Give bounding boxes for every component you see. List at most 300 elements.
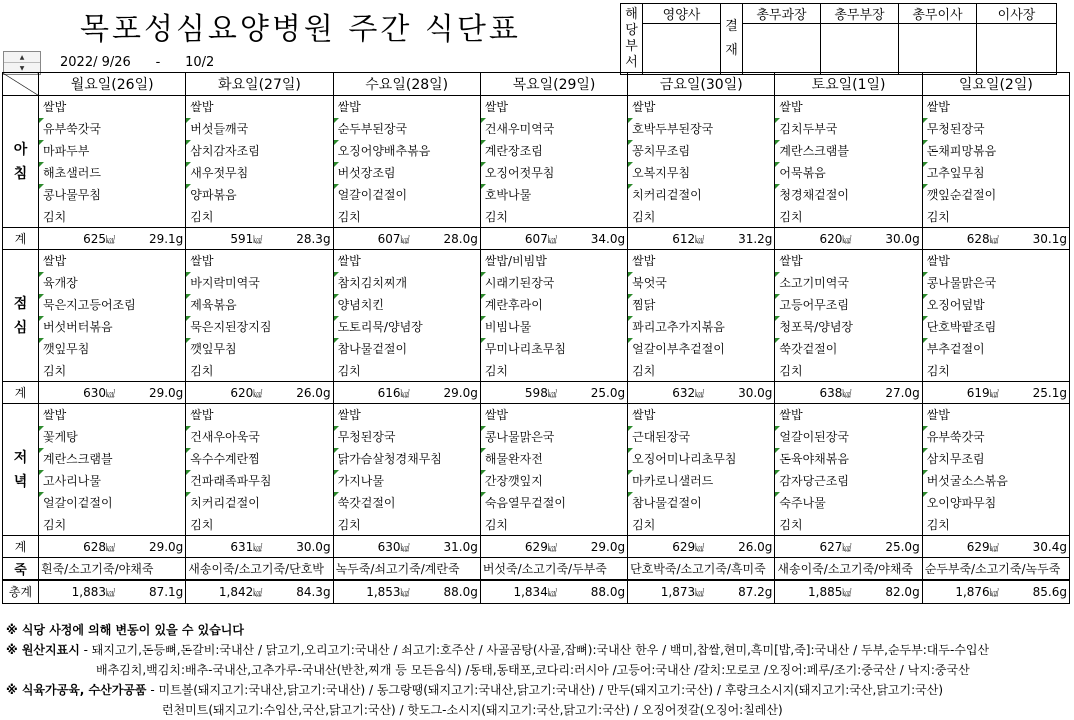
protein-value: 25.0g bbox=[885, 539, 920, 554]
kcal-unit: ㎉ bbox=[695, 389, 705, 400]
dish-cell[interactable]: 쌀밥 bbox=[922, 250, 1069, 272]
protein-value: 26.0g bbox=[738, 539, 773, 554]
processed-line-1 bbox=[6, 680, 989, 700]
dish-cell[interactable]: 오징어미나리초무침 bbox=[628, 448, 775, 470]
grand-total-label: 총계 bbox=[3, 580, 39, 604]
kcal-value bbox=[336, 585, 410, 599]
dish-cell[interactable]: 옥수수계란찜 bbox=[186, 448, 333, 470]
dish-cell[interactable]: 마카로니샐러드 bbox=[628, 470, 775, 492]
dish-cell[interactable]: 오징어젓무침 bbox=[480, 162, 627, 184]
lunch-label bbox=[3, 250, 39, 382]
kcal-number: 620 bbox=[230, 385, 254, 400]
kcal-unit: ㎉ bbox=[547, 235, 557, 246]
dish-cell[interactable]: 얼갈이부추겉절이 bbox=[628, 338, 775, 360]
dish-cell[interactable]: 쌀밥 bbox=[775, 250, 922, 272]
meal-label-char: 점 bbox=[13, 295, 28, 312]
dinner-row bbox=[3, 426, 1070, 448]
approval-box bbox=[620, 3, 1057, 75]
dish-cell[interactable]: 쑥갓겉절이 bbox=[775, 338, 922, 360]
dish-cell[interactable]: 참나물겉절이 bbox=[333, 338, 480, 360]
nutrition-total bbox=[39, 382, 186, 404]
dish-cell[interactable]: 버섯장조림 bbox=[333, 162, 480, 184]
dish-cell[interactable]: 김치 bbox=[922, 206, 1069, 228]
protein-value: 31.2g bbox=[738, 231, 773, 246]
lunch-row bbox=[3, 272, 1070, 294]
date-to: 10/2 bbox=[185, 55, 215, 70]
dish-cell[interactable]: 꽃게탕 bbox=[39, 426, 186, 448]
dish-cell[interactable]: 김치 bbox=[186, 206, 333, 228]
processed-text-1: - 미트볼(돼지고기:국내산,닭고기:국내산) / 동그랑땡(돼지고기:국내산,닭고기:국내산) / 만두(돼지고기:국산) / 후랑크소시지(돼지고기:국산,닭고기:국산) bbox=[146, 683, 944, 697]
kcal-number: 629 bbox=[524, 539, 548, 554]
dish-cell[interactable]: 비빔나물 bbox=[480, 316, 627, 338]
dish-cell[interactable]: 단호박팥조림 bbox=[922, 316, 1069, 338]
kcal-number: 630 bbox=[83, 385, 106, 400]
kcal-unit: ㎉ bbox=[989, 588, 999, 599]
nutrition-total bbox=[333, 536, 480, 558]
lunch-row bbox=[3, 250, 1070, 272]
date-range bbox=[60, 55, 214, 70]
dish-cell[interactable]: 콩나물맑은국 bbox=[922, 272, 1069, 294]
dish-cell[interactable]: 김치 bbox=[775, 206, 922, 228]
dish-cell[interactable]: 숙음열무겉절이 bbox=[480, 492, 627, 514]
dish-cell[interactable]: 쌀밥 bbox=[775, 96, 922, 118]
dish-cell[interactable]: 부추겉절이 bbox=[922, 338, 1069, 360]
dish-cell[interactable]: 얼갈이겉절이 bbox=[333, 184, 480, 206]
dish-cell[interactable]: 무청된장국 bbox=[922, 118, 1069, 140]
kcal-number: 1,842 bbox=[218, 584, 254, 599]
kcal-unit: ㎉ bbox=[253, 588, 263, 599]
total-label: 계 bbox=[3, 382, 39, 404]
dish-cell[interactable]: 깻잎무침 bbox=[39, 338, 186, 360]
kcal-unit: ㎉ bbox=[105, 389, 115, 400]
role-general-director: 총무부장 bbox=[821, 4, 899, 24]
role-general-executive: 총무이사 bbox=[899, 4, 977, 24]
signature-cell[interactable] bbox=[899, 24, 977, 75]
kcal-unit: ㎉ bbox=[400, 543, 410, 554]
nutrition-total bbox=[628, 536, 775, 558]
kcal-number: 607 bbox=[524, 231, 548, 246]
breakfast-label bbox=[3, 96, 39, 228]
protein-value: 87.2g bbox=[738, 584, 773, 599]
dish-cell[interactable]: 김치 bbox=[775, 514, 922, 536]
dish-cell[interactable]: 버섯들깨국 bbox=[186, 118, 333, 140]
dish-cell[interactable]: 참치김치찌개 bbox=[333, 272, 480, 294]
dish-cell[interactable]: 쌀밥 bbox=[186, 96, 333, 118]
spin-up-icon[interactable]: ▲ bbox=[4, 52, 40, 63]
dish-cell[interactable]: 소고기미역국 bbox=[775, 272, 922, 294]
dish-cell[interactable]: 유부쑥갓국 bbox=[39, 118, 186, 140]
spin-down-icon[interactable]: ▼ bbox=[19, 65, 25, 72]
signature-cell[interactable] bbox=[821, 24, 899, 75]
kcal-number: 620 bbox=[819, 231, 843, 246]
dish-cell[interactable]: 바지락미역국 bbox=[186, 272, 333, 294]
dish-cell[interactable]: 도토리묵/양념장 bbox=[333, 316, 480, 338]
kcal-unit: ㎉ bbox=[842, 235, 852, 246]
kcal-number: 628 bbox=[966, 231, 990, 246]
dish-cell[interactable]: 쌀밥 bbox=[480, 404, 627, 426]
dish-cell[interactable]: 쌀밥 bbox=[186, 404, 333, 426]
dish-cell[interactable]: 고등어무조림 bbox=[775, 294, 922, 316]
kcal-number: 591 bbox=[230, 231, 254, 246]
dish-cell[interactable]: 쑥갓겉절이 bbox=[333, 492, 480, 514]
kcal-number: 629 bbox=[966, 539, 990, 554]
kcal-value bbox=[41, 585, 115, 599]
protein-value: 87.1g bbox=[148, 584, 184, 599]
dish-cell[interactable]: 김치 bbox=[922, 360, 1069, 382]
page-title: 목포성심요양병원 주간 식단표 bbox=[80, 12, 521, 47]
kcal-value bbox=[777, 585, 851, 599]
dish-cell[interactable]: 김치 bbox=[775, 360, 922, 382]
nutrition-total bbox=[628, 228, 775, 250]
dish-cell[interactable]: 계란스크램블 bbox=[39, 448, 186, 470]
dish-cell[interactable]: 오징어덮밥 bbox=[922, 294, 1069, 316]
signature-cell[interactable] bbox=[643, 24, 721, 75]
dinner-total-row bbox=[3, 536, 1070, 558]
dish-cell[interactable]: 콩나물무침 bbox=[39, 184, 186, 206]
dish-cell[interactable]: 쌀밥 bbox=[922, 96, 1069, 118]
approval-header: 결 재 bbox=[721, 4, 743, 75]
kcal-value bbox=[483, 386, 557, 400]
nutrition-total bbox=[480, 382, 627, 404]
dish-cell[interactable]: 김치 bbox=[922, 514, 1069, 536]
nutrition-total bbox=[186, 228, 333, 250]
dish-cell[interactable]: 김치 bbox=[186, 360, 333, 382]
dish-cell[interactable]: 김치 bbox=[333, 206, 480, 228]
dish-cell[interactable]: 쌀밥 bbox=[628, 96, 775, 118]
dish-cell[interactable]: 삼치무조림 bbox=[922, 448, 1069, 470]
kcal-unit: ㎉ bbox=[253, 235, 263, 246]
dish-cell[interactable]: 가지나물 bbox=[333, 470, 480, 492]
kcal-unit: ㎉ bbox=[989, 235, 999, 246]
porridge-cell[interactable]: 녹두죽/쇠고기죽/계란죽 bbox=[333, 558, 480, 580]
kcal-unit: ㎉ bbox=[989, 543, 999, 554]
dish-cell[interactable]: 김치 bbox=[39, 514, 186, 536]
meal-label-char: 아 bbox=[13, 141, 28, 158]
kcal-number: 598 bbox=[524, 385, 548, 400]
dish-cell[interactable]: 치커리겉절이 bbox=[186, 492, 333, 514]
breakfast-row bbox=[3, 96, 1070, 118]
protein-value: 30.0g bbox=[296, 539, 331, 554]
dish-cell[interactable]: 버섯굴소스볶음 bbox=[922, 470, 1069, 492]
grand-total-cell bbox=[480, 580, 627, 604]
dish-cell[interactable]: 쌀밥 bbox=[333, 250, 480, 272]
dish-cell[interactable]: 청포묵/양념장 bbox=[775, 316, 922, 338]
dish-cell[interactable]: 김치 bbox=[39, 206, 186, 228]
protein-value: 88.0g bbox=[590, 584, 626, 599]
dish-cell[interactable]: 김치 bbox=[480, 206, 627, 228]
total-label: 계 bbox=[3, 228, 39, 250]
dish-cell[interactable]: 돈채피망볶음 bbox=[922, 140, 1069, 162]
dish-cell[interactable]: 쌀밥 bbox=[186, 250, 333, 272]
protein-value: 31.0g bbox=[443, 539, 478, 554]
dish-cell[interactable]: 쌀밥 bbox=[39, 250, 186, 272]
dish-cell[interactable]: 김치 bbox=[333, 360, 480, 382]
nutrition-total bbox=[39, 536, 186, 558]
kcal-unit: ㎉ bbox=[253, 389, 263, 400]
kcal-number: 628 bbox=[83, 539, 106, 554]
day-header: 금요일(30일) bbox=[628, 73, 775, 96]
kcal-unit: ㎉ bbox=[400, 389, 410, 400]
dish-cell[interactable]: 김치 bbox=[628, 360, 775, 382]
dish-cell[interactable]: 북엇국 bbox=[628, 272, 775, 294]
dish-cell[interactable]: 쌀밥 bbox=[333, 96, 480, 118]
kcal-unit: ㎉ bbox=[842, 389, 852, 400]
dish-cell[interactable]: 얼갈이겉절이 bbox=[39, 492, 186, 514]
kcal-unit: ㎉ bbox=[547, 543, 557, 554]
dish-cell[interactable]: 김치 bbox=[186, 514, 333, 536]
dish-cell[interactable]: 감자당근조림 bbox=[775, 470, 922, 492]
nutrition-total bbox=[333, 228, 480, 250]
grand-total-cell bbox=[39, 580, 186, 604]
kcal-number: 612 bbox=[672, 231, 696, 246]
dish-cell[interactable]: 숙주나물 bbox=[775, 492, 922, 514]
dish-cell[interactable]: 닭가슴살청경채무침 bbox=[333, 448, 480, 470]
lunch-row bbox=[3, 316, 1070, 338]
dinner-row bbox=[3, 470, 1070, 492]
lunch-row bbox=[3, 338, 1070, 360]
kcal-number: 630 bbox=[377, 539, 401, 554]
porridge-label: 죽 bbox=[3, 558, 39, 580]
dish-cell[interactable]: 무미나리초무침 bbox=[480, 338, 627, 360]
protein-value: 28.0g bbox=[443, 231, 478, 246]
dish-cell[interactable]: 김치 bbox=[628, 514, 775, 536]
kcal-value bbox=[630, 232, 704, 246]
dish-cell[interactable]: 시래기된장국 bbox=[480, 272, 627, 294]
dish-cell[interactable]: 묵은지고등어조림 bbox=[39, 294, 186, 316]
kcal-value bbox=[41, 540, 115, 554]
kcal-unit: ㎉ bbox=[842, 588, 852, 599]
nutrition-total bbox=[775, 382, 922, 404]
kcal-value bbox=[925, 232, 999, 246]
kcal-value bbox=[630, 386, 704, 400]
kcal-value bbox=[483, 540, 557, 554]
dish-cell[interactable]: 쌀밥 bbox=[480, 96, 627, 118]
dish-cell[interactable]: 어묵볶음 bbox=[775, 162, 922, 184]
dish-cell[interactable]: 꽈리고추가지볶음 bbox=[628, 316, 775, 338]
porridge-cell[interactable]: 새송이죽/소고기죽/야채죽 bbox=[775, 558, 922, 580]
nutrition-total bbox=[333, 382, 480, 404]
nutrition-total bbox=[186, 536, 333, 558]
kcal-number: 638 bbox=[819, 385, 843, 400]
protein-value: 29.0g bbox=[148, 385, 184, 400]
dish-cell[interactable]: 쌀밥 bbox=[333, 404, 480, 426]
dish-cell[interactable]: 간장깻잎지 bbox=[480, 470, 627, 492]
day-header: 일요일(2일) bbox=[922, 73, 1069, 96]
dish-cell[interactable]: 호박두부된장국 bbox=[628, 118, 775, 140]
kcal-unit: ㎉ bbox=[400, 235, 410, 246]
porridge-cell[interactable]: 단호박죽/소고기죽/흑미죽 bbox=[628, 558, 775, 580]
dish-cell[interactable]: 계란장조림 bbox=[480, 140, 627, 162]
dish-cell[interactable]: 건새우미역국 bbox=[480, 118, 627, 140]
dish-cell[interactable]: 깻잎무침 bbox=[186, 338, 333, 360]
kcal-number: 616 bbox=[377, 385, 401, 400]
origin-text-2: 배추김치,백김치:배추-국내산,고추가루-국내산(반찬,찌개 등 모든음식) /동태,동태포,코다리:러시아 /고등어:국내산 /갈치:모로코 /오징어:페루/조기:중국산 / 낙지:중국산 bbox=[96, 663, 970, 677]
kcal-unit: ㎉ bbox=[400, 588, 410, 599]
kcal-value bbox=[630, 585, 704, 599]
dish-cell[interactable]: 쌀밥 bbox=[922, 404, 1069, 426]
kcal-value bbox=[483, 232, 557, 246]
day-header: 화요일(27일) bbox=[186, 73, 333, 96]
dish-cell[interactable]: 쌀밥 bbox=[628, 404, 775, 426]
dish-cell[interactable]: 삼치감자조림 bbox=[186, 140, 333, 162]
kcal-unit: ㎉ bbox=[105, 588, 115, 599]
dish-cell[interactable]: 오징어양배추볶음 bbox=[333, 140, 480, 162]
dish-cell[interactable]: 유부쑥갓국 bbox=[922, 426, 1069, 448]
dish-cell[interactable]: 양파볶음 bbox=[186, 184, 333, 206]
dish-cell[interactable]: 무청된장국 bbox=[333, 426, 480, 448]
dept-header: 해 당 부 서 bbox=[621, 4, 643, 75]
dish-cell[interactable]: 쌀밥 bbox=[39, 96, 186, 118]
nutrition-total bbox=[480, 536, 627, 558]
dish-cell[interactable]: 쌀밥 bbox=[775, 404, 922, 426]
dish-cell[interactable]: 김치 bbox=[480, 514, 627, 536]
porridge-cell[interactable]: 새송이죽/소고기죽/단호박 bbox=[186, 558, 333, 580]
dinner-row bbox=[3, 404, 1070, 426]
dish-cell[interactable]: 깻잎순겉절이 bbox=[922, 184, 1069, 206]
kcal-value bbox=[336, 232, 410, 246]
dish-cell[interactable]: 돈육야채볶음 bbox=[775, 448, 922, 470]
kcal-value bbox=[41, 386, 115, 400]
signature-cell[interactable] bbox=[743, 24, 821, 75]
date-from: 2022/ 9/26 bbox=[60, 55, 131, 70]
dish-cell[interactable]: 계란스크램블 bbox=[775, 140, 922, 162]
dish-cell[interactable]: 김치 bbox=[628, 206, 775, 228]
protein-value: 82.0g bbox=[885, 584, 920, 599]
dish-cell[interactable]: 콩나물맑은국 bbox=[480, 426, 627, 448]
meal-label-char: 침 bbox=[13, 165, 28, 182]
day-header: 목요일(29일) bbox=[480, 73, 627, 96]
dish-cell[interactable]: 청경채겉절이 bbox=[775, 184, 922, 206]
dish-cell[interactable]: 김치 bbox=[480, 360, 627, 382]
dish-cell[interactable]: 해물완자전 bbox=[480, 448, 627, 470]
kcal-number: 1,885 bbox=[808, 584, 843, 599]
dish-cell[interactable]: 쌀밥 bbox=[39, 404, 186, 426]
dish-cell[interactable]: 치커리겉절이 bbox=[628, 184, 775, 206]
nutrition-total bbox=[186, 382, 333, 404]
grand-total-cell bbox=[628, 580, 775, 604]
signature-cell[interactable] bbox=[977, 24, 1057, 75]
dish-cell[interactable]: 마파두부 bbox=[39, 140, 186, 162]
kcal-value bbox=[41, 232, 115, 246]
weekly-menu-table bbox=[2, 72, 1070, 604]
kcal-number: 629 bbox=[672, 539, 696, 554]
processed-text-2: 런천미트(돼지고기:수입산,국산,닭고기:국산) / 핫도그-소시지(돼지고기:국산,닭고기:국산) / 오징어젓갈(오징어:칠레산) bbox=[162, 703, 783, 717]
meal-label-char: 녁 bbox=[13, 473, 28, 490]
porridge-cell[interactable]: 버섯죽/소고기죽/두부죽 bbox=[480, 558, 627, 580]
nutrition-total bbox=[922, 536, 1069, 558]
dish-cell[interactable]: 오이양파무침 bbox=[922, 492, 1069, 514]
dish-cell[interactable]: 순두부된장국 bbox=[333, 118, 480, 140]
dish-cell[interactable]: 김치 bbox=[39, 360, 186, 382]
protein-value: 85.6g bbox=[1032, 584, 1067, 599]
dish-cell[interactable]: 근대된장국 bbox=[628, 426, 775, 448]
kcal-unit: ㎉ bbox=[105, 543, 115, 554]
dish-cell[interactable]: 묵은지된장지짐 bbox=[186, 316, 333, 338]
protein-value: 29.0g bbox=[443, 385, 478, 400]
dish-cell[interactable]: 고추잎무침 bbox=[922, 162, 1069, 184]
nutrition-total bbox=[628, 382, 775, 404]
nutrition-total bbox=[480, 228, 627, 250]
lunch-row bbox=[3, 294, 1070, 316]
protein-value: 28.3g bbox=[296, 231, 331, 246]
dish-cell[interactable]: 꽁치무조림 bbox=[628, 140, 775, 162]
dish-cell[interactable]: 양념치킨 bbox=[333, 294, 480, 316]
kcal-unit: ㎉ bbox=[989, 389, 999, 400]
kcal-value bbox=[925, 386, 999, 400]
dish-cell[interactable]: 호박나물 bbox=[480, 184, 627, 206]
total-label: 계 bbox=[3, 536, 39, 558]
kcal-unit: ㎉ bbox=[547, 389, 557, 400]
dinner-row bbox=[3, 514, 1070, 536]
dish-cell[interactable]: 김치두부국 bbox=[775, 118, 922, 140]
kcal-unit: ㎉ bbox=[105, 235, 115, 246]
role-dietitian: 영양사 bbox=[643, 4, 721, 24]
protein-value: 84.3g bbox=[296, 584, 331, 599]
protein-value: 29.1g bbox=[148, 231, 184, 246]
kcal-unit: ㎉ bbox=[695, 235, 705, 246]
dish-cell[interactable]: 계란후라이 bbox=[480, 294, 627, 316]
protein-value: 27.0g bbox=[885, 385, 920, 400]
kcal-number: 627 bbox=[819, 539, 843, 554]
dish-cell[interactable]: 찜닭 bbox=[628, 294, 775, 316]
lunch-total-row bbox=[3, 382, 1070, 404]
kcal-number: 607 bbox=[377, 231, 401, 246]
corner-cell bbox=[3, 73, 39, 96]
kcal-unit: ㎉ bbox=[842, 543, 852, 554]
dish-cell[interactable]: 참나물겉절이 bbox=[628, 492, 775, 514]
kcal-number: 631 bbox=[230, 539, 254, 554]
day-header: 월요일(26일) bbox=[39, 73, 186, 96]
dish-cell[interactable]: 해초샐러드 bbox=[39, 162, 186, 184]
dish-cell[interactable]: 건새우아욱국 bbox=[186, 426, 333, 448]
dish-cell[interactable]: 쌀밥/비빔밥 bbox=[480, 250, 627, 272]
nutrition-total bbox=[922, 228, 1069, 250]
dish-cell[interactable]: 새우젓무침 bbox=[186, 162, 333, 184]
dinner-label bbox=[3, 404, 39, 536]
dish-cell[interactable]: 김치 bbox=[333, 514, 480, 536]
dish-cell[interactable]: 얼갈이된장국 bbox=[775, 426, 922, 448]
protein-value: 25.0g bbox=[590, 385, 626, 400]
role-general-manager: 총무과장 bbox=[743, 4, 821, 24]
day-header: 수요일(28일) bbox=[333, 73, 480, 96]
kcal-value bbox=[188, 386, 262, 400]
protein-value: 30.4g bbox=[1032, 539, 1067, 554]
protein-value: 34.0g bbox=[590, 231, 626, 246]
grand-total-row bbox=[3, 580, 1070, 604]
breakfast-total-row bbox=[3, 228, 1070, 250]
dish-cell[interactable]: 버섯버터볶음 bbox=[39, 316, 186, 338]
kcal-number: 1,873 bbox=[660, 584, 696, 599]
dish-cell[interactable]: 쌀밥 bbox=[628, 250, 775, 272]
dish-cell[interactable]: 육개장 bbox=[39, 272, 186, 294]
meal-label-char: 저 bbox=[13, 449, 28, 466]
kcal-value bbox=[925, 540, 999, 554]
dish-cell[interactable]: 건파래족파무침 bbox=[186, 470, 333, 492]
dish-cell[interactable]: 고사리나물 bbox=[39, 470, 186, 492]
lunch-row bbox=[3, 360, 1070, 382]
porridge-cell[interactable]: 흰죽/소고기죽/야채죽 bbox=[39, 558, 186, 580]
nutrition-total bbox=[775, 228, 922, 250]
protein-value: 26.0g bbox=[296, 385, 331, 400]
dish-cell[interactable]: 제육볶음 bbox=[186, 294, 333, 316]
dish-cell[interactable]: 오복지무침 bbox=[628, 162, 775, 184]
kcal-unit: ㎉ bbox=[253, 543, 263, 554]
kcal-number: 632 bbox=[672, 385, 696, 400]
kcal-number: 1,853 bbox=[366, 584, 401, 599]
dinner-row bbox=[3, 492, 1070, 514]
porridge-cell[interactable]: 순두부죽/소고기죽/녹두죽 bbox=[922, 558, 1069, 580]
origin-text-1: - 돼지고기,돈등뼈,돈갈비:국내산 / 닭고기,오리고기:국내산 / 쇠고기:호주산 / 사골곰탕(사골,잡뼈):국내산 한우 / 백미,찹쌀,현미,흑미[밥,죽]:국내산 / 두부,순두부:대두-수입산 bbox=[79, 643, 990, 657]
